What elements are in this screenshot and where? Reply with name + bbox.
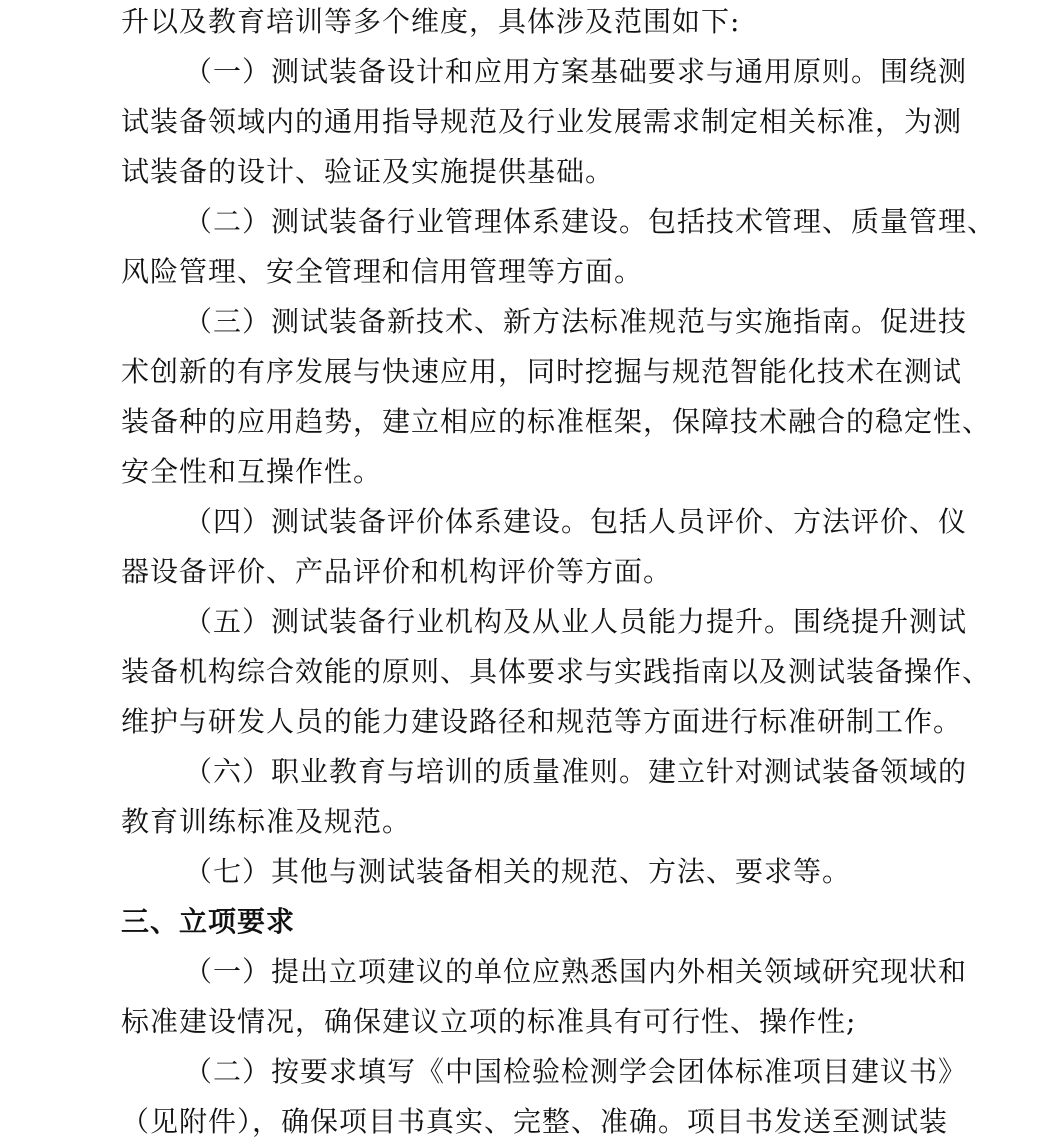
paragraph-line: 风险管理、安全管理和信用管理等方面。 — [121, 255, 644, 288]
paragraph-line: 术创新的有序发展与快速应用，同时挖掘与规范智能化技术在测试 — [121, 355, 963, 388]
section-heading: 三、立项要求 — [121, 905, 296, 938]
paragraph-line: 维护与研发人员的能力建设路径和规范等方面进行标准研制工作。 — [121, 705, 963, 738]
paragraph-line: （一）测试装备设计和应用方案基础要求与通用原则。围绕测 — [184, 55, 968, 88]
paragraph-line: 器设备评价、产品评价和机构评价等方面。 — [121, 555, 673, 588]
paragraph-line: 试装备领域内的通用指导规范及行业发展需求制定相关标准，为测 — [121, 105, 963, 138]
paragraph-line: （见附件），确保项目书真实、完整、准确。项目书发送至测试装 — [121, 1105, 949, 1138]
paragraph-line: 标准建设情况，确保建议立项的标准具有可行性、操作性; — [121, 1005, 857, 1038]
paragraph-line: （二）按要求填写《中国检验检测学会团体标准项目建议书》 — [184, 1055, 968, 1088]
paragraph-line: 安全性和互操作性。 — [121, 455, 383, 488]
paragraph-line: （四）测试装备评价体系建设。包括人员评价、方法评价、仪 — [184, 505, 968, 538]
paragraph-line: 装备机构综合效能的原则、具体要求与实践指南以及测试装备操作、 — [121, 655, 992, 688]
paragraph-line: （三）测试装备新技术、新方法标准规范与实施指南。促进技 — [184, 305, 968, 338]
paragraph-line: 装备种的应用趋势，建立相应的标准框架，保障技术融合的稳定性、 — [121, 405, 992, 438]
paragraph-line: （六）职业教育与培训的质量准则。建立针对测试装备领域的 — [184, 755, 968, 788]
paragraph-line: （一）提出立项建议的单位应熟悉国内外相关领域研究现状和 — [184, 955, 968, 988]
paragraph-line: （七）其他与测试装备相关的规范、方法、要求等。 — [184, 855, 852, 888]
paragraph-line: （二）测试装备行业管理体系建设。包括技术管理、质量管理、 — [184, 205, 997, 238]
paragraph-line: 试装备的设计、验证及实施提供基础。 — [121, 155, 615, 188]
paragraph-line: （五）测试装备行业机构及从业人员能力提升。围绕提升测试 — [184, 605, 968, 638]
paragraph-line: 教育训练标准及规范。 — [121, 805, 412, 838]
paragraph-line: 升以及教育培训等多个维度，具体涉及范围如下: — [121, 5, 741, 38]
